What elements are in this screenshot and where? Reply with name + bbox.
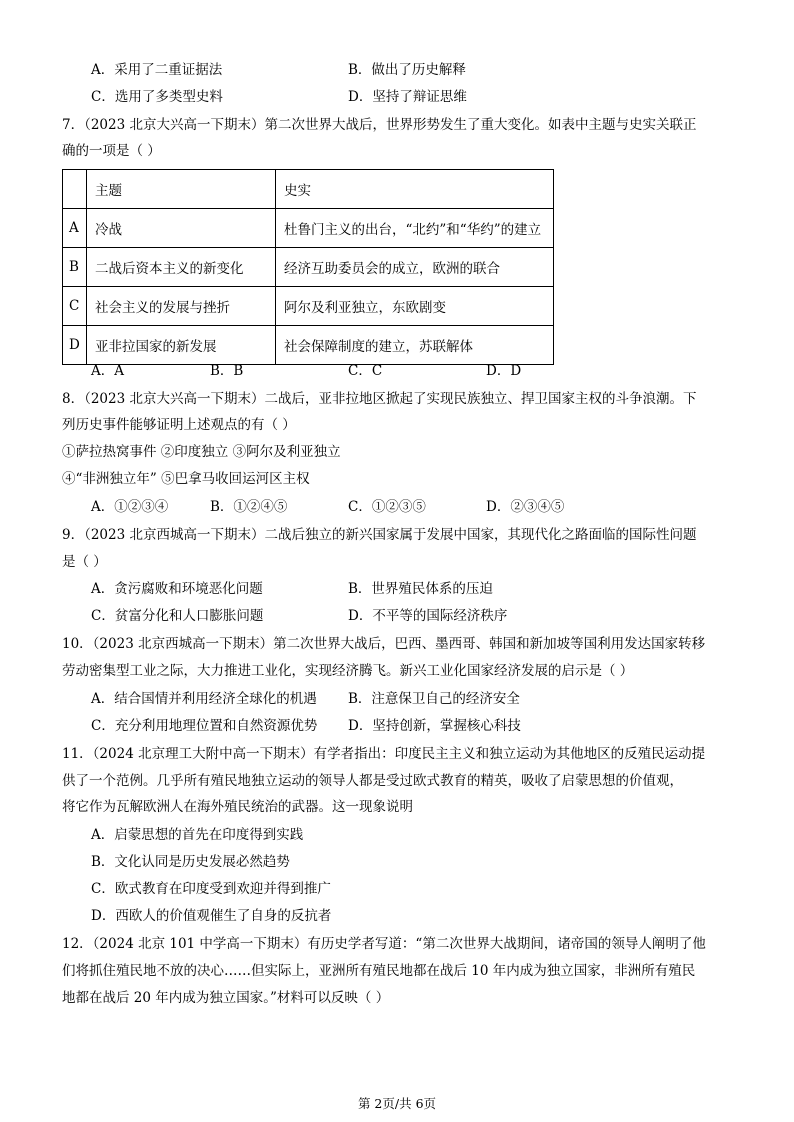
q11-stem-line2: 供了一个范例。几乎所有殖民地独立运动的领导人都是受过欧式教育的精英，吸收了启蒙思想的价值观， [62, 773, 683, 789]
table-header-row [63, 170, 554, 209]
q7-option-c: C．C [348, 363, 383, 379]
row-label: C [63, 287, 87, 326]
q10-option-d: D．坚持创新，掌握核心科技 [348, 718, 521, 734]
q7-stem-line1: 7．（2023 北京大兴高一下期末）第二次世界大战后，世界形势发生了重大变化。如表中主题与史实关联正 [62, 117, 697, 133]
q12-stem-line3: 地都在战后 20 年内成为独立国家。”材料可以反映（ ） [62, 990, 390, 1006]
q9-option-c: C．贫富分化和人口膨胀问题 [91, 608, 264, 624]
row-theme: 社会主义的发展与挫折 [87, 287, 276, 326]
q10-option-b: B．注意保卫自己的经济安全 [348, 691, 520, 707]
row-theme: 二战后资本主义的新变化 [87, 248, 276, 287]
q8-stem-line2: 列历史事件能够证明上述观点的有（ ） [62, 417, 296, 433]
q8-items-line2: ④“非洲独立年” ⑤巴拿马收回运河区主权 [62, 471, 310, 487]
q9-option-b: B．世界殖民体系的压迫 [348, 581, 493, 597]
q11-option-b: B．文化认同是历史发展必然趋势 [91, 854, 290, 870]
q11-option-a: A．启蒙思想的首先在印度得到实践 [91, 827, 304, 843]
q7-option-d: D．D [486, 363, 522, 379]
q8-stem-line1: 8．（2023 北京大兴高一下期末）二战后，亚非拉地区掀起了实现民族独立、捍卫国家主权的斗争浪潮。下 [62, 391, 697, 407]
q11-option-d: D．西欧人的价值观催生了自身的反抗者 [91, 908, 332, 924]
table-header-cell [63, 170, 87, 209]
row-fact: 杜鲁门主义的出台，“北约”和“华约”的建立 [276, 209, 554, 248]
q8-items-line1: ①萨拉热窝事件 ②印度独立 ③阿尔及利亚独立 [62, 444, 341, 460]
q6-option-a: A．采用了二重证据法 [91, 62, 223, 78]
row-fact: 阿尔及利亚独立，东欧剧变 [276, 287, 554, 326]
row-label: A [63, 209, 87, 248]
table-row [63, 209, 554, 248]
q10-stem-line1: 10．（2023 北京西城高一下期末）第二次世界大战后，巴西、墨西哥、韩国和新加坡等国利用发达国家转移 [62, 636, 706, 652]
row-label: B [63, 248, 87, 287]
q7-option-b: B．B [210, 363, 244, 379]
q11-stem-line1: 11．（2024 北京理工大附中高一下期末）有学者指出：印度民主主义和独立运动为其他地区的反殖民运动提 [62, 746, 706, 762]
q11-option-c: C．欧式教育在印度受到欢迎并得到推广 [91, 881, 331, 897]
q9-option-a: A．贪污腐败和环境恶化问题 [91, 581, 263, 597]
q10-option-a: A．结合国情并利用经济全球化的机遇 [91, 691, 317, 707]
row-theme: 亚非拉国家的新发展 [87, 326, 276, 365]
q9-stem-line1: 9．（2023 北京西城高一下期末）二战后独立的新兴国家属于发展中国家，其现代化之路面临的国际性问题 [62, 527, 697, 543]
table-header-cell: 主题 [87, 170, 276, 209]
q10-option-c: C．充分利用地理位置和自然资源优势 [91, 718, 318, 734]
row-fact: 社会保障制度的建立，苏联解体 [276, 326, 554, 365]
q12-stem-line1: 12．（2024 北京 101 中学高一下期末）有历史学者写道：“第二次世界大战期间，诸帝国的领导人阐明了他 [62, 936, 706, 952]
q6-option-b: B．做出了历史解释 [348, 62, 466, 78]
table-row [63, 287, 554, 326]
q7-table [62, 169, 554, 365]
page-footer: 第 2页/共 6页 [357, 1096, 437, 1111]
q8-option-c: C．①②③⑤ [348, 499, 426, 515]
q8-option-d: D．②③④⑤ [486, 499, 565, 515]
q8-option-a: A．①②③④ [91, 499, 169, 515]
q9-option-d: D．不平等的国际经济秩序 [348, 608, 508, 624]
table-header-cell: 史实 [276, 170, 554, 209]
q7-option-a: A．A [91, 363, 124, 379]
q6-option-d: D．坚持了辩证思维 [348, 89, 467, 105]
q12-stem-line2: 们将抓住殖民地不放的决心……但实际上，亚洲所有殖民地都在战后 10 年内成为独立国家，非洲所有殖民 [62, 963, 696, 979]
table-row [63, 326, 554, 365]
q9-stem-line2: 是（ ） [62, 554, 107, 570]
row-theme: 冷战 [87, 209, 276, 248]
table-row [63, 248, 554, 287]
q10-stem-line2: 劳动密集型工业之际，大力推进工业化，实现经济腾飞。新兴工业化国家经济发展的启示是（ ） [62, 663, 634, 679]
row-label: D [63, 326, 87, 365]
q7-stem-line2: 确的一项是（ ） [62, 143, 161, 159]
q11-stem-line3: 将它作为瓦解欧洲人在海外殖民统治的武器。这一现象说明 [62, 799, 413, 815]
q8-option-b: B．①②④⑤ [210, 499, 288, 515]
q6-option-c: C．选用了多类型史料 [91, 89, 223, 105]
row-fact: 经济互助委员会的成立，欧洲的联合 [276, 248, 554, 287]
